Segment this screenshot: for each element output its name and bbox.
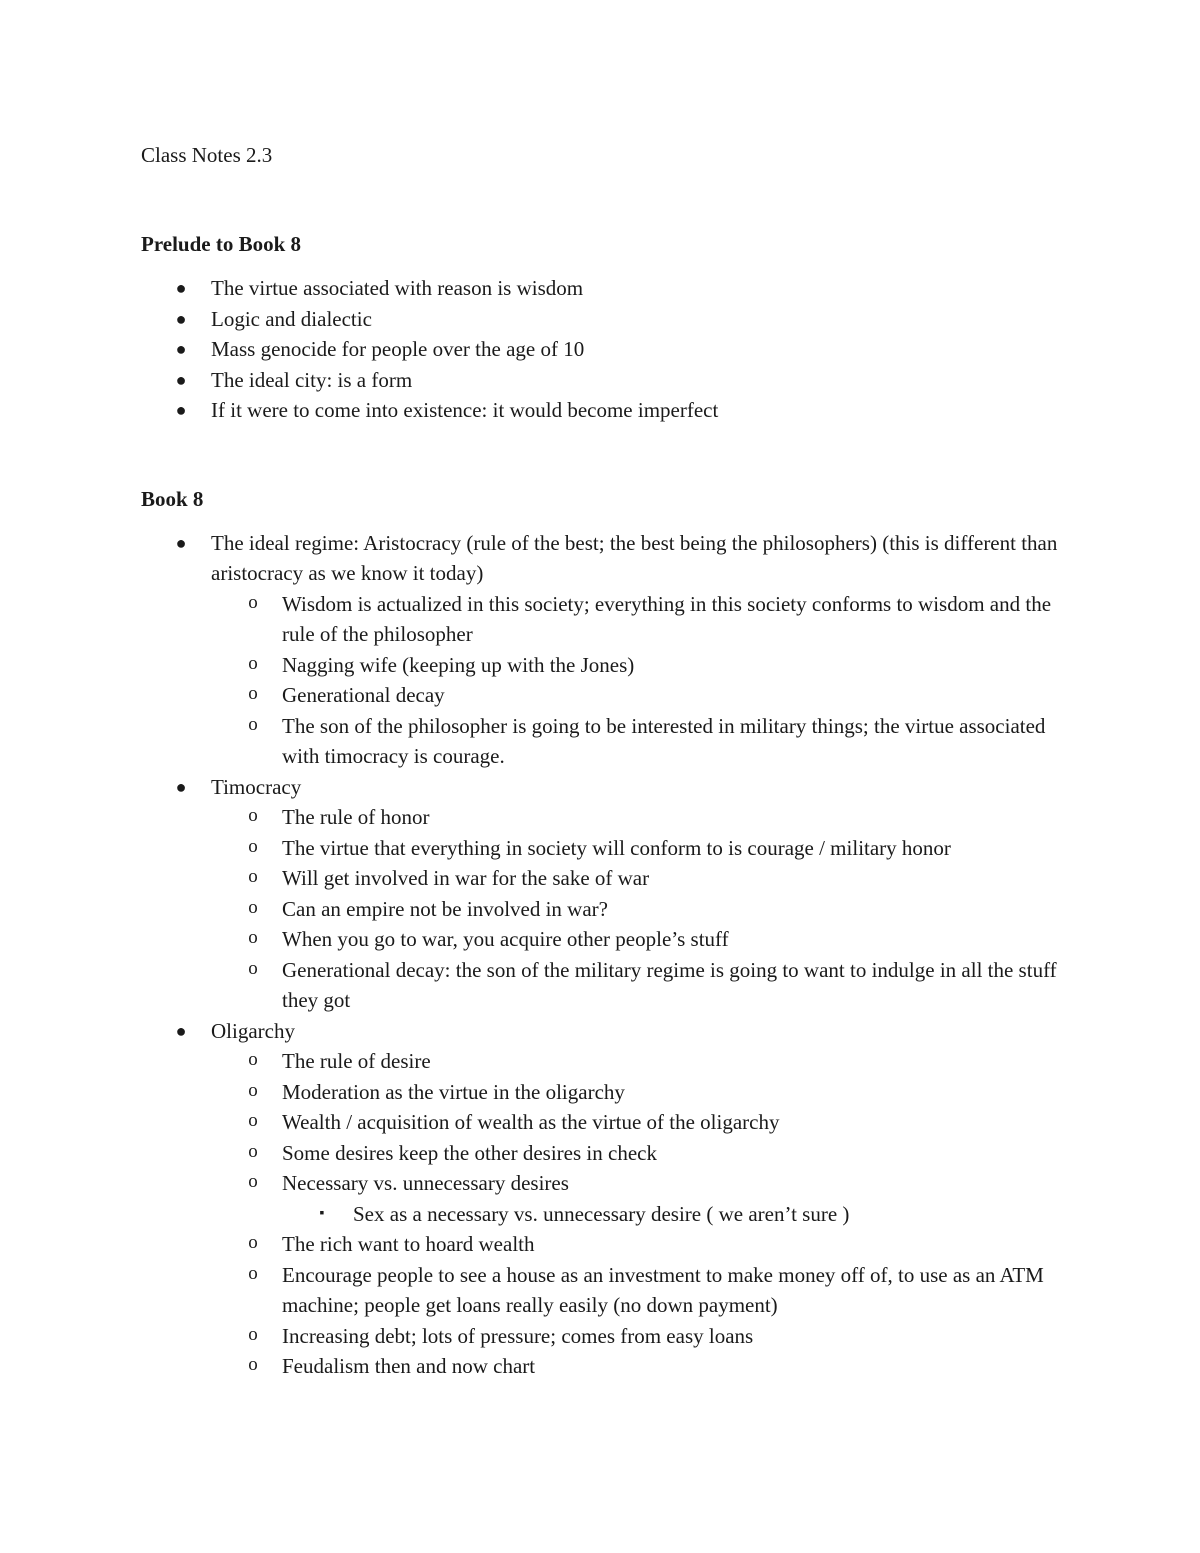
sublist — [211, 1046, 1071, 1382]
section-heading-book8: Book 8 — [141, 486, 204, 511]
circle-bullet-icon: o — [248, 713, 258, 735]
sub-list-item: o Moderation as the virtue in the oligarchy — [211, 1077, 1071, 1108]
circle-bullet-icon: o — [248, 1232, 258, 1253]
nested-list-item: ▪ Sex as a necessary vs. unnecessary desire ( we aren’t sure ) — [282, 1199, 1071, 1230]
bullet-icon: ● — [175, 400, 187, 420]
circle-bullet-icon: o — [248, 805, 258, 826]
circle-bullet-icon: o — [248, 1354, 258, 1375]
section-heading-prelude: Prelude to Book 8 — [141, 232, 302, 256]
sub-list-item: o Feudalism then and now chart — [211, 1351, 1071, 1382]
bullet-icon: ● — [175, 308, 187, 329]
circle-bullet-icon: o — [248, 1171, 258, 1192]
circle-bullet-icon: o — [248, 835, 258, 857]
square-bullet-icon: ▪ — [319, 1205, 325, 1221]
sub-list-item: o The rule of honor — [211, 802, 1071, 833]
prelude-list — [141, 273, 1071, 426]
circle-bullet-icon: o — [248, 1110, 258, 1131]
bullet-icon: ● — [175, 369, 187, 390]
circle-bullet-icon: o — [248, 1262, 258, 1284]
sublist — [211, 802, 1071, 1016]
circle-bullet-icon: o — [248, 591, 258, 613]
sub-list-item: o Generational decay — [211, 680, 1071, 711]
bullet-icon: ● — [175, 1020, 187, 1041]
list-item: ● If it were to come into existence: it would become imperfect — [141, 395, 1071, 426]
document-title: Class Notes 2.3 — [141, 143, 273, 167]
list-item: ● The virtue associated with reason is wisdom — [141, 273, 1071, 304]
circle-bullet-icon: o — [248, 1140, 258, 1162]
sub-list-item: o When you go to war, you acquire other people’s stuff — [211, 924, 1071, 955]
circle-bullet-icon: o — [248, 1049, 258, 1070]
sublist — [211, 589, 1071, 772]
bullet-icon: ● — [175, 278, 187, 298]
sub-list-item: o Will get involved in war for the sake of war — [211, 863, 1071, 894]
bullet-icon: ● — [175, 532, 187, 553]
circle-bullet-icon: o — [248, 896, 258, 918]
sub-list-item: o Wisdom is actualized in this society; everything in this society conforms to wisdom and the rule of the philosopher — [211, 589, 1071, 650]
sub-list-item: o Nagging wife (keeping up with the Jones) — [211, 650, 1071, 681]
list-item: ● Logic and dialectic — [141, 304, 1071, 335]
sub-list-item: o Wealth / acquisition of wealth as the virtue of the oligarchy — [211, 1107, 1071, 1138]
sub-list-item: o Increasing debt; lots of pressure; comes from easy loans — [211, 1321, 1071, 1352]
sub-list-item: o Encourage people to see a house as an investment to make money off of, to use as an ATM machine; people get loans really easily (no down payment) — [211, 1260, 1071, 1321]
sub-list-item: o Can an empire not be involved in war? — [211, 894, 1071, 925]
nested-sublist — [282, 1199, 1071, 1230]
circle-bullet-icon: o — [248, 683, 258, 704]
circle-bullet-icon: o — [248, 1079, 258, 1101]
bullet-icon: ● — [175, 776, 187, 797]
list-item: ● Mass genocide for people over the age of 10 — [141, 334, 1071, 365]
sub-list-item: o Generational decay: the son of the military regime is going to want to indulge in all the stuff they got — [211, 955, 1071, 1016]
sub-list-item: o The rich want to hoard wealth — [211, 1229, 1071, 1260]
sub-list-item: o The son of the philosopher is going to be interested in military things; the virtue associated with timocracy is courage. — [211, 711, 1071, 772]
circle-bullet-icon: o — [248, 957, 258, 979]
sub-list-item: o Some desires keep the other desires in check — [211, 1138, 1071, 1169]
sub-list-item: o Necessary vs. unnecessary desires ▪ Sex as a necessary vs. unnecessary desire ( we aren’t sure ) — [211, 1168, 1071, 1229]
list-item-timocracy: ● Timocracy o The rule of honor o The virtue that everything in society will conform to is courage / military honor o Will get involved in war for the sake of war o Can an empire not be involved in war? o When you go to war, you acquire other people’s stuff o Generational decay: the son of the military regime is going to want to indulge in all the stuff they got — [141, 772, 1071, 1016]
document-page — [141, 140, 1071, 1382]
circle-bullet-icon: o — [248, 1323, 258, 1345]
circle-bullet-icon: o — [248, 866, 258, 887]
sub-list-item: o The virtue that everything in society will conform to is courage / military honor — [211, 833, 1071, 864]
circle-bullet-icon: o — [248, 927, 258, 948]
list-item: ● The ideal city: is a form — [141, 365, 1071, 396]
list-item-aristocracy: ● The ideal regime: Aristocracy (rule of the best; the best being the philosophers) (this is different than aristocracy as we know it today) o Wisdom is actualized in this society; everything in this society conforms to wisdom and the rule of the philosopher o Nagging wife (keeping up with the Jones) o Generational decay o The son of the philosopher is going to be interested in military things; the virtue associated with timocracy is courage. — [141, 528, 1071, 772]
book8-list — [141, 528, 1071, 1382]
bullet-icon: ● — [175, 339, 187, 359]
list-item-oligarchy: ● Oligarchy o The rule of desire o Moderation as the virtue in the oligarchy o Wealth / acquisition of wealth as the virtue of the oligarchy o Some desires keep the other desires in check o Necessary vs. unnecessary desires ▪ Sex as a necessary vs. unnecessary desire ( we aren’t sure ) o The rich want to hoard wealth o Encourage people to see a house as an investment to make money off of, to use as an ATM machine; people get loans really easily (no down payment) o Increasing debt; lots of pressure; comes from easy loans o Feudalism then and now chart — [141, 1016, 1071, 1382]
sub-list-item: o The rule of desire — [211, 1046, 1071, 1077]
circle-bullet-icon: o — [248, 652, 258, 674]
